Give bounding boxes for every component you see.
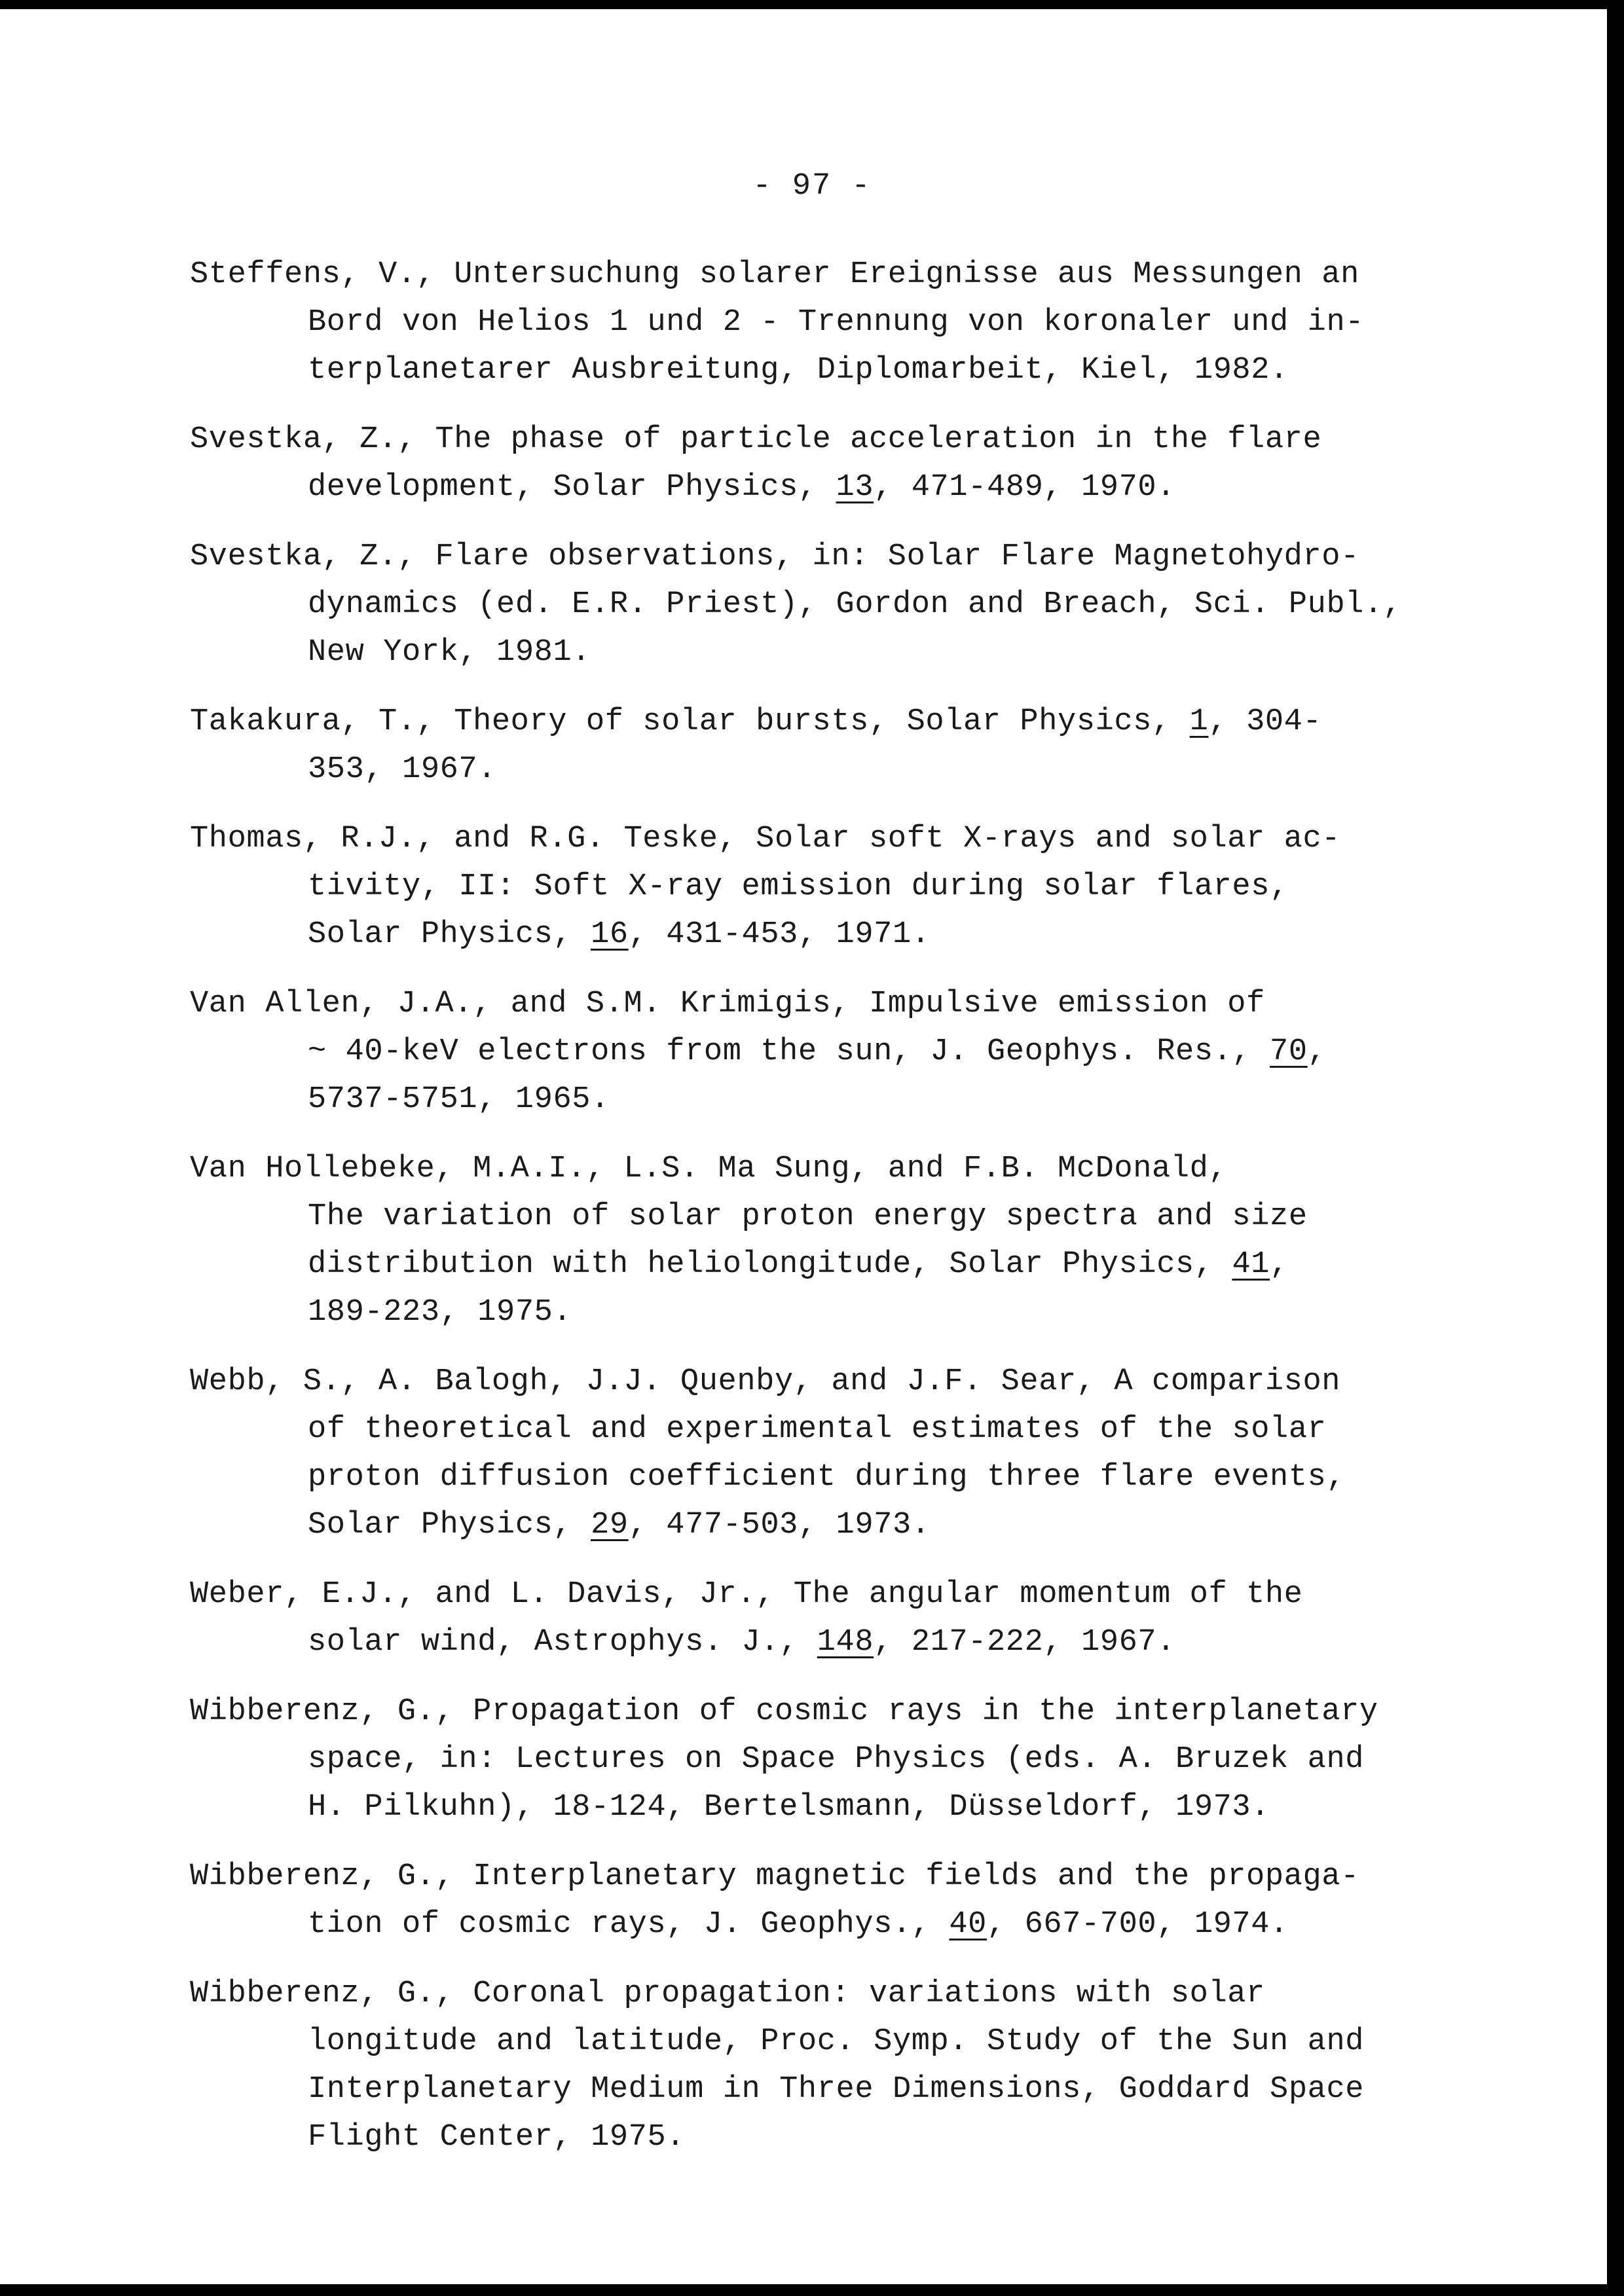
reference-entry [190,1145,1454,1336]
reference-entry [190,1571,1454,1666]
reference-continuation-line [190,2066,1454,2113]
reference-text: Solar Physics, [308,917,591,952]
reference-text: , 304- [1208,704,1322,739]
reference-text: The variation of solar proton energy spectra and size [308,1199,1308,1234]
reference-entry [190,980,1454,1123]
scan-border-bottom [0,2284,1624,2296]
reference-text: 189-223, 1975. [308,1295,572,1330]
reference-text: distribution with heliolongitude, Solar Physics, [308,1247,1232,1282]
reference-text: Wibberenz, G., Propagation of cosmic rays in the interplanetary [190,1694,1378,1729]
reference-first-line [190,416,1454,464]
reference-text: Webb, S., A. Balogh, J.J. Quenby, and J.F. Sear, A comparison [190,1364,1341,1399]
reference-continuation-line [190,2018,1454,2066]
reference-text: space, in: Lectures on Space Physics (eds. A. Bruzek and [308,1742,1365,1777]
reference-first-line [190,1688,1454,1736]
reference-entry [190,251,1454,394]
reference-text: Svestka, Z., Flare observations, in: Solar Flare Magnetohydro- [190,539,1359,574]
reference-entry [190,815,1454,958]
reference-text: Weber, E.J., and L. Davis, Jr., The angular momentum of the [190,1577,1303,1612]
reference-text: Takakura, T., Theory of solar bursts, Solar Physics, [190,704,1190,739]
reference-text: Van Hollebeke, M.A.I., L.S. Ma Sung, and F.B. McDonald, [190,1152,1228,1186]
volume-number: 13 [836,470,874,505]
reference-continuation-line [190,1736,1454,1783]
reference-continuation-line [190,1453,1454,1501]
reference-text: Steffens, V., Untersuchung solarer Ereignisse aus Messungen an [190,257,1359,292]
reference-continuation-line [190,1618,1454,1666]
reference-text: 353, 1967. [308,752,497,787]
reference-text: Wibberenz, G., Coronal propagation: variations with solar [190,1977,1265,2011]
reference-entry [190,1688,1454,1831]
reference-first-line [190,980,1454,1028]
reference-first-line [190,533,1454,581]
reference-text: tion of cosmic rays, J. Geophys., [308,1907,950,1942]
reference-text: Interplanetary Medium in Three Dimensions, Goddard Space [308,2072,1365,2107]
reference-list [190,251,1454,2183]
reference-first-line [190,1358,1454,1406]
reference-text: Flight Center, 1975. [308,2120,686,2155]
reference-first-line [190,1571,1454,1618]
reference-first-line [190,1970,1454,2018]
reference-continuation-line [190,1901,1454,1948]
reference-continuation-line [190,746,1454,793]
reference-text: longitude and latitude, Proc. Symp. Study of the Sun and [308,2024,1365,2059]
reference-text: Bord von Helios 1 und 2 - Trennung von koronaler und in- [308,305,1365,340]
reference-continuation-line [190,629,1454,676]
reference-text: , 477-503, 1973. [628,1508,931,1542]
reference-text: proton diffusion coefficient during three flare events, [308,1460,1346,1495]
reference-continuation-line [190,464,1454,511]
reference-continuation-line [190,1406,1454,1453]
reference-continuation-line [190,1241,1454,1288]
reference-text: solar wind, Astrophys. J., [308,1625,817,1660]
reference-continuation-line [190,911,1454,958]
reference-continuation-line [190,1193,1454,1241]
reference-text: Svestka, Z., The phase of particle acceleration in the flare [190,422,1322,457]
volume-number: 1 [1189,704,1209,739]
reference-text: Wibberenz, G., Interplanetary magnetic fields and the propaga- [190,1859,1359,1894]
reference-text: , 667-700, 1974. [986,1907,1289,1942]
volume-number: 16 [591,917,629,952]
reference-text: , [1270,1247,1289,1282]
reference-continuation-line [190,299,1454,346]
reference-text: , 431-453, 1971. [628,917,931,952]
reference-text: 5737-5751, 1965. [308,1082,610,1117]
reference-continuation-line [190,1028,1454,1076]
reference-continuation-line [190,2113,1454,2161]
reference-text: of theoretical and experimental estimates of the solar [308,1412,1327,1447]
reference-first-line [190,1853,1454,1901]
reference-continuation-line [190,863,1454,911]
reference-text: , 217-222, 1967. [874,1625,1176,1660]
reference-continuation-line [190,1783,1454,1831]
reference-text: terplanetarer Ausbreitung, Diplomarbeit, Kiel, 1982. [308,353,1289,388]
reference-continuation-line [190,1501,1454,1549]
reference-text: New York, 1981. [308,635,591,670]
reference-text: dynamics (ed. E.R. Priest), Gordon and Breach, Sci. Publ., [308,587,1402,622]
reference-continuation-line [190,1288,1454,1336]
reference-continuation-line [190,346,1454,394]
volume-number: 148 [817,1625,874,1660]
volume-number: 41 [1232,1247,1270,1282]
reference-text: Van Allen, J.A., and S.M. Krimigis, Impulsive emission of [190,987,1265,1021]
reference-entry [190,1970,1454,2161]
reference-first-line [190,815,1454,863]
reference-text: development, Solar Physics, [308,470,836,505]
reference-entry [190,533,1454,676]
scan-border-top [0,0,1624,9]
reference-first-line [190,251,1454,299]
reference-entry [190,1358,1454,1549]
volume-number: 29 [591,1508,629,1542]
reference-text: Thomas, R.J., and R.G. Teske, Solar soft X-rays and solar ac- [190,822,1341,856]
scan-border-right [1607,0,1624,2296]
reference-continuation-line [190,1076,1454,1123]
reference-continuation-line [190,581,1454,629]
reference-entry [190,1853,1454,1948]
reference-text: H. Pilkuhn), 18-124, Bertelsmann, Düsseldorf, 1973. [308,1790,1270,1825]
reference-text: , 471-489, 1970. [874,470,1176,505]
reference-first-line [190,698,1454,746]
volume-number: 70 [1270,1034,1308,1069]
reference-text: tivity, II: Soft X-ray emission during solar flares, [308,869,1289,904]
reference-text: , [1307,1034,1327,1069]
page-number: - 97 - [752,169,872,204]
reference-text: ~ 40-keV electrons from the sun, J. Geophys. Res., [308,1034,1270,1069]
reference-entry [190,416,1454,511]
volume-number: 40 [949,1907,987,1942]
reference-text: Solar Physics, [308,1508,591,1542]
reference-entry [190,698,1454,793]
reference-first-line [190,1145,1454,1193]
